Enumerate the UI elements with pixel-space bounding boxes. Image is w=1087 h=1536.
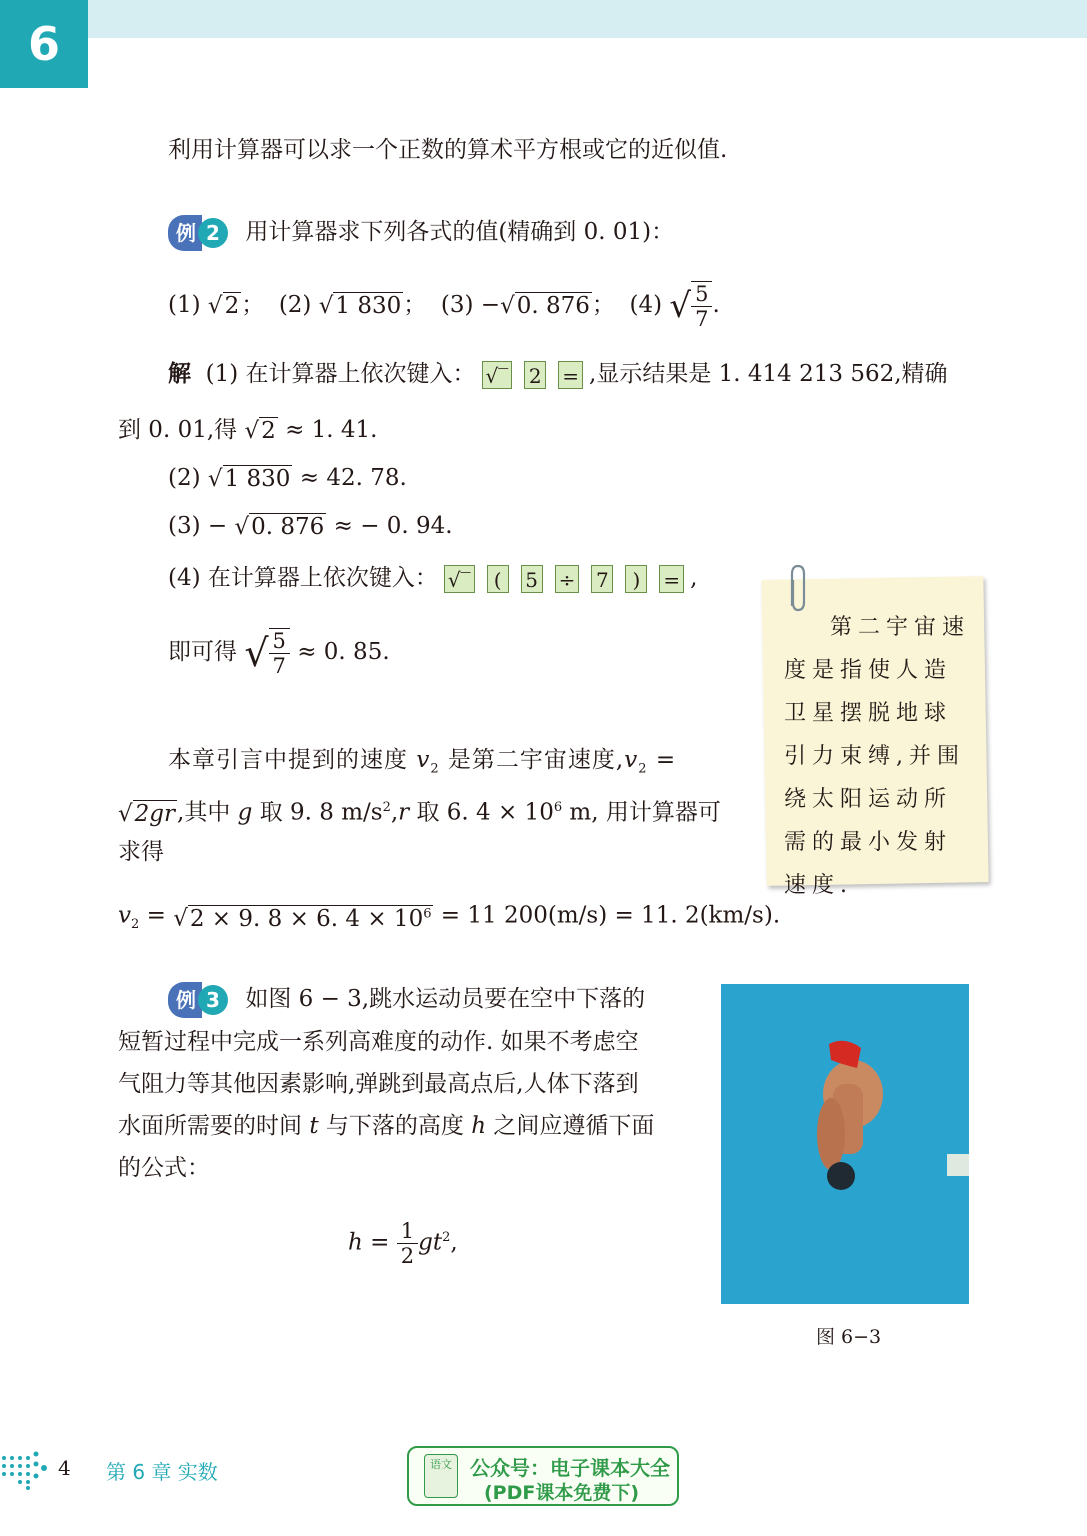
example-badge: 例 2 [168, 215, 228, 251]
example-3-line-4: 水面所需要的时间 t 与下落的高度 h 之间应遵循下面 [118, 1113, 655, 1139]
side-note-text: 第二宇宙速度是指使人造卫星摆脱地球引力束缚,并围绕太阳运动所需的最小发射速度. [784, 615, 971, 898]
watermark-line-1: 公众号：电子课本大全 [470, 1456, 670, 1480]
solution-step-1-cont: 到 0. 01,得 √2 ≈ 1. 41. [118, 417, 378, 444]
example-3-heading: 例 3 如图 6 − 3,跳水运动员要在空中下落的 [168, 982, 645, 1018]
solution-step-3: (3) − √0. 876 ≈ − 0. 94. [168, 513, 453, 540]
solution-step-4: (4) 在计算器上依次键入： √‾ ( 5 ÷ 7 ) = , [168, 565, 698, 592]
velocity-line-1: 本章引言中提到的速度 $v_2$ 是第二宇宙速度$,v_2$ = [168, 747, 677, 777]
example-3-line-5: 的公式： [118, 1155, 210, 1181]
example-3-line-3: 气阻力等其他因素影响,弹跳到最高点后,人体下落到 [118, 1071, 639, 1097]
velocity-equation: $v_2 = √2 \times 9$. 8 × 6. $4 \times 10^6 = 11$ 200(m/s) = 11. 2(km/s). [118, 902, 781, 932]
top-band [0, 0, 1087, 38]
footer-chapter-title: 第 6 章 实数 [106, 1460, 218, 1484]
key-sqrt: √‾ [482, 361, 513, 389]
book-icon: 语文 [424, 1454, 458, 1498]
fall-formula: h = $\frac{1}{2}$ $gt^2$, [348, 1219, 458, 1269]
chapter-number-tab: 6 [0, 0, 88, 88]
velocity-line-3: 求得 [118, 839, 164, 865]
page-number: 4 [58, 1456, 71, 1480]
diver-photo [721, 984, 969, 1304]
key-2: 2 [524, 361, 546, 389]
intro-text: 利用计算器可以求一个正数的算术平方根或它的近似值. [168, 137, 728, 163]
solution-step-1: 解 (1) 在计算器上依次键入： √‾ 2 = ,显示结果是 1. 414 213 562,精确 [168, 360, 948, 388]
velocity-line-2: √2gr,其中 g 取 9. 8 $m/s^2,r$ 取 6. $4 \times 10^6$ m, 用计算器可 [118, 799, 721, 827]
solution-step-2: (2) √1 830 ≈ 42. 78. [168, 465, 407, 492]
example-2-heading [168, 215, 674, 251]
key-equals: = [558, 361, 583, 389]
solution-step-4-cont: 即可得 √ $\frac{5}{7}$ ≈ 0. 85. [168, 629, 390, 678]
example-badge: 例 3 [168, 982, 228, 1018]
example-2-items: (1) √2； (2) √1 830； (3) −√0. 876； (4) √ $\frac{5}{7}$ . [168, 282, 720, 331]
figure-caption: 图 6−3 [816, 1326, 882, 1348]
example-2-prompt: 用计算器求下列各式的值(精确到 0. 01)： [245, 219, 675, 245]
dots-decoration-icon [0, 1450, 52, 1490]
example-3-line-2: 短暂过程中完成一系列高难度的动作. 如果不考虑空 [118, 1029, 639, 1055]
watermark-line-2: (PDF课本免费下) [484, 1482, 640, 1504]
